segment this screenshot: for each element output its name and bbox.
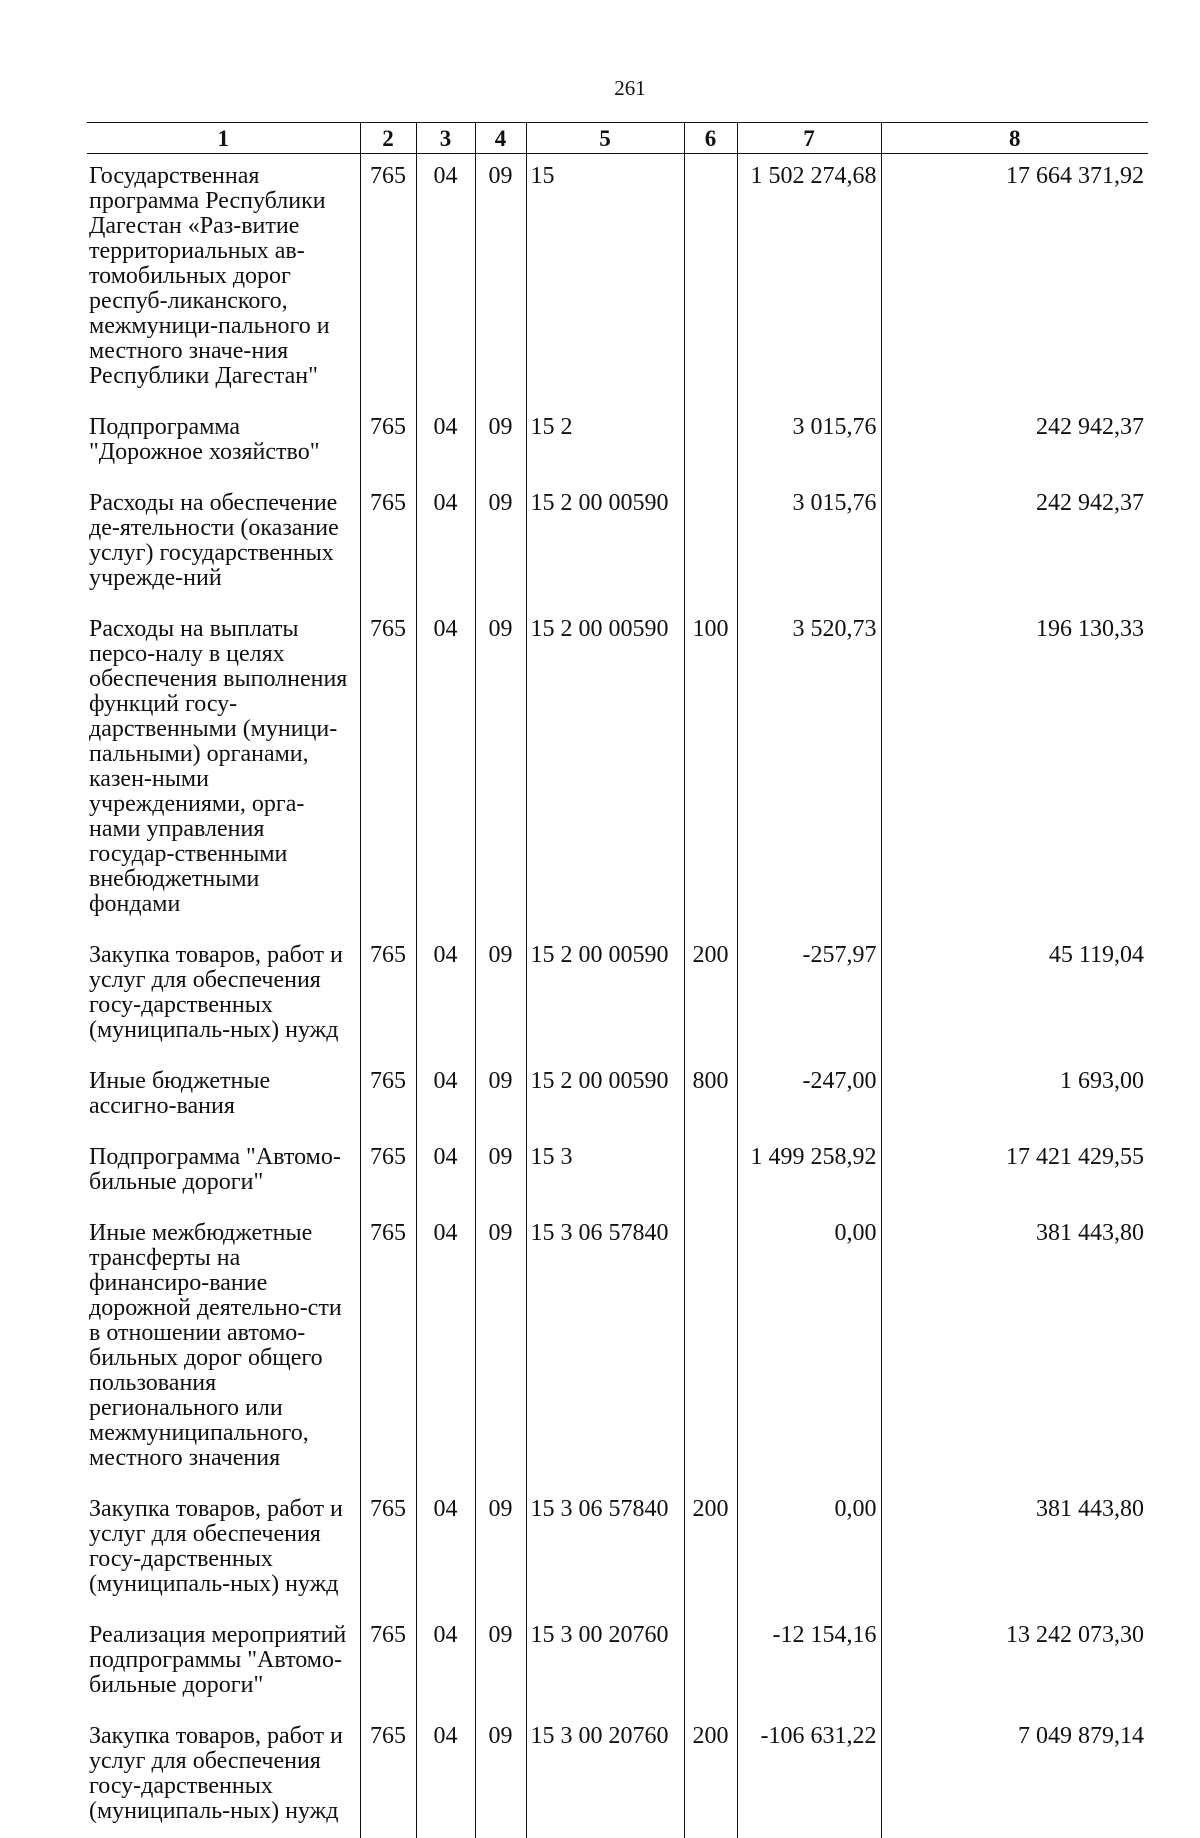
target-article-code: 15 2 — [526, 403, 684, 479]
section-code: 04 — [416, 1611, 475, 1712]
expense-name: Закупка товаров, работ и услуг для обеспечения госу-дарственных (муниципаль-ных) нужд — [89, 1496, 343, 1597]
amount-change: 1 502 274,68 — [737, 154, 881, 404]
amount-total: 17 421 429,55 — [881, 1133, 1148, 1209]
ministry-code: 765 — [360, 1712, 416, 1838]
header-col-4: 4 — [475, 123, 526, 154]
table-row — [87, 1133, 1148, 1209]
expense-name: Закупка товаров, работ и услуг для обеспечения госу-дарственных (муниципаль-ных) нужд — [89, 1723, 343, 1824]
amount-change: 0,00 — [737, 1485, 881, 1611]
header-col-1: 1 — [87, 123, 360, 154]
section-code: 04 — [416, 1209, 475, 1485]
expense-type-code — [684, 479, 737, 605]
amount-total: 242 942,37 — [881, 403, 1148, 479]
section-code: 04 — [416, 479, 475, 605]
page-number: 261 — [614, 76, 646, 100]
table-row — [87, 479, 1148, 605]
target-article-code: 15 3 00 20760 — [526, 1611, 684, 1712]
section-code: 04 — [416, 403, 475, 479]
section-code: 04 — [416, 1057, 475, 1133]
table-row — [87, 1611, 1148, 1712]
expense-type-code — [684, 1209, 737, 1485]
target-article-code: 15 3 — [526, 1133, 684, 1209]
subsection-code: 09 — [475, 1611, 526, 1712]
subsection-code: 09 — [475, 1485, 526, 1611]
expense-name: Расходы на обеспечение де-ятельности (оказание услуг) государственных учрежде-ний — [89, 490, 339, 591]
amount-change: -247,00 — [737, 1057, 881, 1133]
amount-change: 1 499 258,92 — [737, 1133, 881, 1209]
header-row — [87, 123, 1148, 154]
header-col-2: 2 — [360, 123, 416, 154]
expense-name: Закупка товаров, работ и услуг для обеспечения госу-дарственных (муниципаль-ных) нужд — [89, 942, 343, 1043]
target-article-code: 15 2 00 00590 — [526, 479, 684, 605]
amount-change: 3 015,76 — [737, 403, 881, 479]
target-article-code: 15 — [526, 154, 684, 404]
section-code: 04 — [416, 931, 475, 1057]
expense-type-code — [684, 154, 737, 404]
target-article-code: 15 2 00 00590 — [526, 931, 684, 1057]
table-row — [87, 1485, 1148, 1611]
expense-type-code: 200 — [684, 931, 737, 1057]
subsection-code: 09 — [475, 605, 526, 931]
amount-total: 1 693,00 — [881, 1057, 1148, 1133]
target-article-code: 15 3 06 57840 — [526, 1485, 684, 1611]
target-article-code: 15 2 00 00590 — [526, 605, 684, 931]
subsection-code: 09 — [475, 1133, 526, 1209]
amount-change: -257,97 — [737, 931, 881, 1057]
expense-name: Иные бюджетные ассигно-вания — [89, 1068, 271, 1119]
ministry-code: 765 — [360, 1057, 416, 1133]
amount-change: 3 015,76 — [737, 479, 881, 605]
subsection-code: 09 — [475, 1209, 526, 1485]
table-row — [87, 154, 1148, 404]
ministry-code: 765 — [360, 479, 416, 605]
table-row — [87, 1209, 1148, 1485]
expense-type-code: 100 — [684, 605, 737, 931]
subsection-code: 09 — [475, 154, 526, 404]
section-code: 04 — [416, 1712, 475, 1838]
expense-name: Иные межбюджетные трансферты на финансиро-вание дорожной деятельно-сти в отношении автомо-бильных дорог общего пользования регионального или межмуниципального, местного значения — [89, 1220, 342, 1471]
table-row — [87, 1712, 1148, 1838]
subsection-code: 09 — [475, 1712, 526, 1838]
subsection-code: 09 — [475, 403, 526, 479]
table-row — [87, 403, 1148, 479]
amount-total: 242 942,37 — [881, 479, 1148, 605]
amount-total: 381 443,80 — [881, 1209, 1148, 1485]
target-article-code: 15 3 00 20760 — [526, 1712, 684, 1838]
expense-name: Расходы на выплаты персо-налу в целях обеспечения выполнения функций госу-дарственными (муници-пальными) органами, казен-ными учреждениями, орга-нами управления государ-ственными внебюджетными фондами — [89, 616, 348, 917]
header-col-8: 8 — [881, 123, 1148, 154]
section-code: 04 — [416, 1133, 475, 1209]
expense-type-code — [684, 1611, 737, 1712]
ministry-code: 765 — [360, 931, 416, 1057]
expense-type-code: 200 — [684, 1712, 737, 1838]
expense-type-code: 200 — [684, 1485, 737, 1611]
amount-change: 3 520,73 — [737, 605, 881, 931]
table-row — [87, 605, 1148, 931]
expense-type-code: 800 — [684, 1057, 737, 1133]
ministry-code: 765 — [360, 1485, 416, 1611]
expense-type-code — [684, 403, 737, 479]
header-col-6: 6 — [684, 123, 737, 154]
amount-change: -12 154,16 — [737, 1611, 881, 1712]
budget-table — [87, 122, 1148, 1838]
target-article-code: 15 2 00 00590 — [526, 1057, 684, 1133]
amount-change: -106 631,22 — [737, 1712, 881, 1838]
ministry-code: 765 — [360, 154, 416, 404]
header-col-3: 3 — [416, 123, 475, 154]
section-code: 04 — [416, 154, 475, 404]
expense-name: Государственная программа Республики Дагестан «Раз-витие территориальных ав-томобильных дорог респуб-ликанского, межмуници-пального и местного значе-ния Республики Дагестан" — [89, 163, 330, 389]
subsection-code: 09 — [475, 479, 526, 605]
ministry-code: 765 — [360, 1209, 416, 1485]
section-code: 04 — [416, 605, 475, 931]
amount-total: 13 242 073,30 — [881, 1611, 1148, 1712]
ministry-code: 765 — [360, 1611, 416, 1712]
header-col-7: 7 — [737, 123, 881, 154]
amount-total: 196 130,33 — [881, 605, 1148, 931]
expense-name: Реализация мероприятий подпрограммы "Автомо-бильные дороги" — [89, 1622, 347, 1698]
section-code: 04 — [416, 1485, 475, 1611]
target-article-code: 15 3 06 57840 — [526, 1209, 684, 1485]
table-row — [87, 1057, 1148, 1133]
amount-total: 45 119,04 — [881, 931, 1148, 1057]
header-col-5: 5 — [526, 123, 684, 154]
subsection-code: 09 — [475, 931, 526, 1057]
amount-total: 17 664 371,92 — [881, 154, 1148, 404]
expense-name: Подпрограмма "Автомо-бильные дороги" — [89, 1144, 341, 1195]
amount-total: 7 049 879,14 — [881, 1712, 1148, 1838]
amount-change: 0,00 — [737, 1209, 881, 1485]
ministry-code: 765 — [360, 403, 416, 479]
expense-type-code — [684, 1133, 737, 1209]
amount-total: 381 443,80 — [881, 1485, 1148, 1611]
ministry-code: 765 — [360, 1133, 416, 1209]
subsection-code: 09 — [475, 1057, 526, 1133]
expense-name: Подпрограмма "Дорожное хозяйство" — [89, 414, 320, 465]
table-row — [87, 931, 1148, 1057]
ministry-code: 765 — [360, 605, 416, 931]
